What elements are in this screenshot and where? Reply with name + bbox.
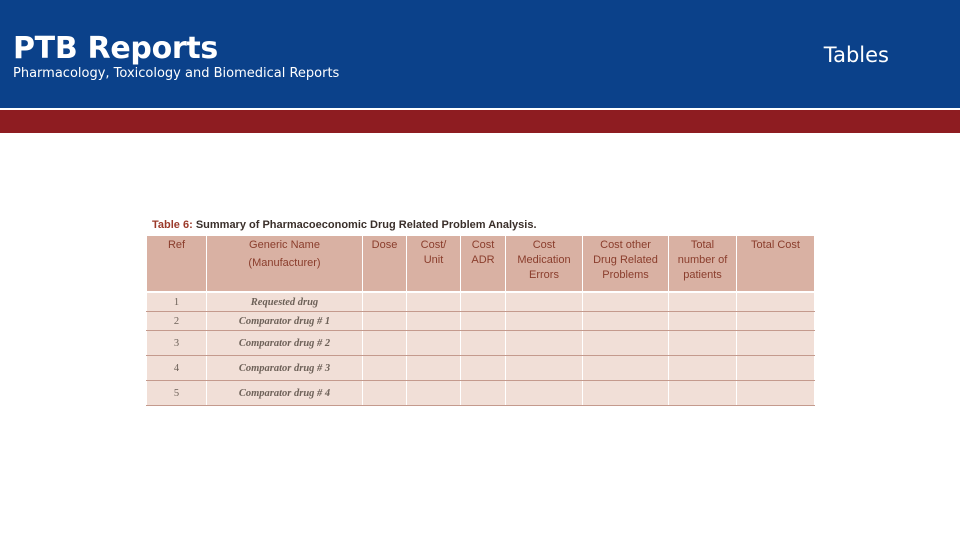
brand-title: PTB Reports	[13, 31, 218, 66]
column-header	[207, 236, 363, 293]
table-caption-prefix: Table 6:	[152, 219, 193, 231]
table-cell	[583, 312, 669, 331]
table-caption-text: Summary of Pharmacoeconomic Drug Related Problem Analysis.	[192, 219, 537, 231]
table-cell	[506, 356, 583, 381]
table-row	[147, 312, 815, 331]
table-cell	[583, 381, 669, 406]
table-cell	[407, 356, 461, 381]
table-cell	[737, 292, 815, 312]
table-cell	[669, 356, 737, 381]
table-row	[147, 331, 815, 356]
table-cell	[461, 292, 506, 312]
table-cell	[669, 331, 737, 356]
table-cell	[583, 356, 669, 381]
column-header-line: Medication	[517, 254, 571, 266]
column-header	[461, 236, 506, 293]
column-header-line: Problems	[602, 269, 649, 281]
ref-cell: 5	[147, 381, 207, 406]
table-figure	[146, 218, 814, 406]
table-cell	[407, 331, 461, 356]
table-cell	[737, 356, 815, 381]
column-header	[669, 236, 737, 293]
column-header	[407, 236, 461, 293]
table-cell	[363, 292, 407, 312]
column-header	[506, 236, 583, 293]
table-cell	[506, 292, 583, 312]
table-cell	[461, 312, 506, 331]
table-cell	[737, 381, 815, 406]
table-cell	[583, 331, 669, 356]
column-header-line: number of	[677, 254, 728, 266]
table-cell	[669, 381, 737, 406]
column-header-line: Dose	[371, 239, 398, 251]
accent-band	[0, 110, 960, 133]
table-cell	[669, 312, 737, 331]
column-header-line: Total Cost	[751, 239, 800, 251]
column-header-line: Cost other	[600, 239, 651, 251]
generic-name-cell: Comparator drug # 1	[207, 312, 363, 331]
column-header-line: patients	[683, 269, 722, 281]
table-cell	[506, 381, 583, 406]
column-header-line: Ref	[167, 239, 186, 251]
column-header	[583, 236, 669, 293]
ref-cell: 3	[147, 331, 207, 356]
table-cell	[363, 312, 407, 331]
column-header-line: Cost	[471, 239, 495, 251]
data-table	[146, 235, 815, 406]
table-cell	[583, 292, 669, 312]
generic-name-cell: Requested drug	[207, 292, 363, 312]
header-band	[0, 0, 960, 108]
table-cell	[737, 331, 815, 356]
column-header-line: Unit	[423, 254, 444, 266]
column-header-line: Cost	[532, 239, 556, 251]
table-cell	[506, 331, 583, 356]
table-cell	[669, 292, 737, 312]
ref-cell: 4	[147, 356, 207, 381]
ref-cell: 1	[147, 292, 207, 312]
ref-cell: 2	[147, 312, 207, 331]
table-caption	[152, 218, 814, 232]
generic-name-cell: Comparator drug # 3	[207, 356, 363, 381]
table-row	[147, 381, 815, 406]
table-cell	[461, 331, 506, 356]
table-cell	[407, 381, 461, 406]
column-header-line: (Manufacturer)	[248, 257, 321, 269]
column-header	[147, 236, 207, 293]
column-header	[737, 236, 815, 293]
table-cell	[461, 381, 506, 406]
table-row	[147, 356, 815, 381]
column-header	[363, 236, 407, 293]
section-label: Tables	[823, 43, 889, 67]
table-cell	[461, 356, 506, 381]
table-cell	[363, 381, 407, 406]
table-cell	[363, 331, 407, 356]
column-header-line: Drug Related	[593, 254, 658, 266]
generic-name-cell: Comparator drug # 2	[207, 331, 363, 356]
column-header-line: Cost/	[420, 239, 447, 251]
table-cell	[407, 292, 461, 312]
generic-name-cell: Comparator drug # 4	[207, 381, 363, 406]
table-cell	[363, 356, 407, 381]
column-header-line: Total	[690, 239, 715, 251]
table-row	[147, 292, 815, 312]
table-header-row	[147, 236, 815, 293]
column-header-line: Generic Name	[249, 239, 320, 251]
column-header-line: ADR	[471, 254, 495, 266]
brand-subtitle: Pharmacology, Toxicology and Biomedical Reports	[13, 66, 340, 81]
table-cell	[737, 312, 815, 331]
table-cell	[407, 312, 461, 331]
table-cell	[506, 312, 583, 331]
column-header-line: Errors	[529, 269, 559, 281]
